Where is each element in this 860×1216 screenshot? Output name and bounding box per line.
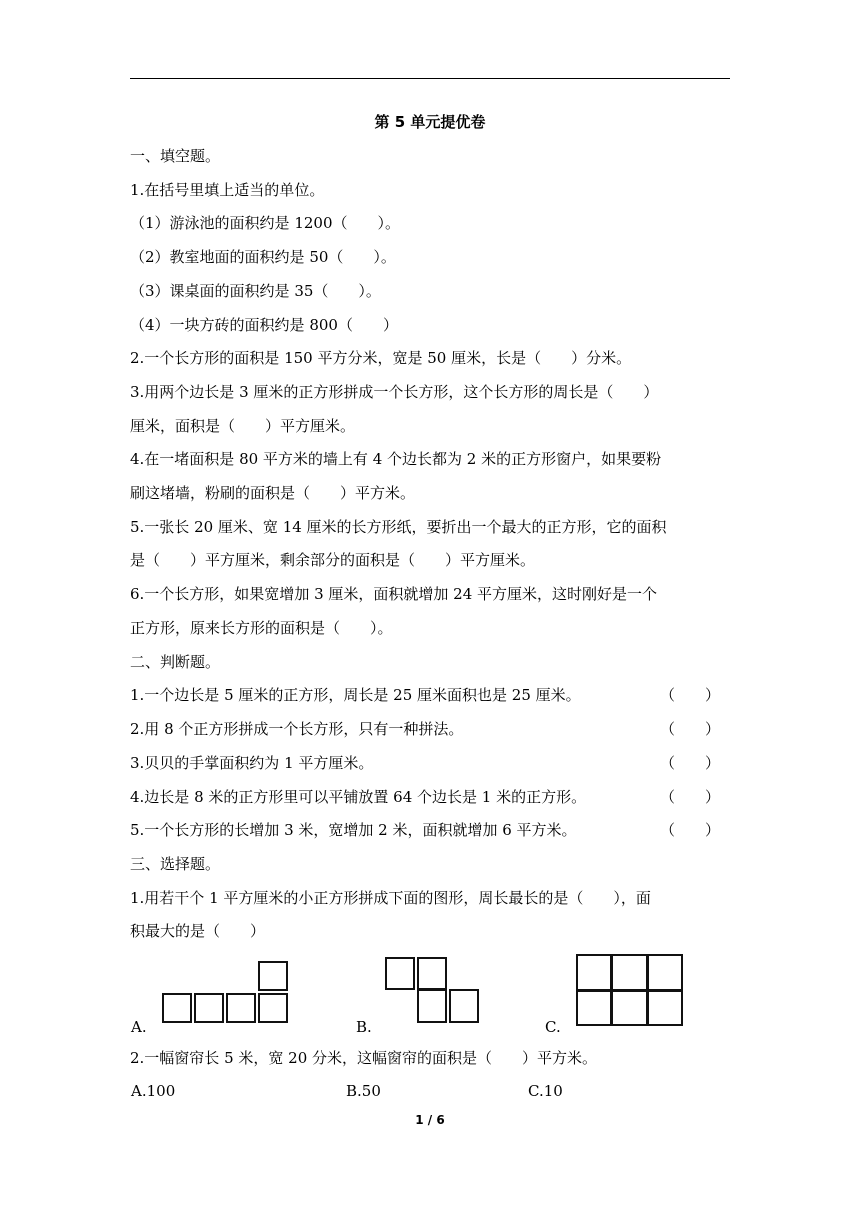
figure-b-cell [417,989,447,1023]
judge-answer-paren-1: （ ） [659,686,720,704]
figure-a-cell [258,961,288,991]
question-1-5-line-1: 5.一张长 20 厘米、宽 14 厘米的长方形纸，要折出一个最大的正方形，它的面积 [130,518,667,536]
question-1-6-line-1: 6.一个长方形，如果宽增加 3 厘米，面积就增加 24 平方厘米，这时刚好是一个 [130,585,658,603]
figure-b-cell [385,957,415,990]
judge-answer-paren-2: （ ） [659,720,720,738]
judge-item-1: 1.一个边长是 5 厘米的正方形，周长是 25 厘米面积也是 25 厘米。 [130,686,581,704]
question-1-2: 2.一个长方形的面积是 150 平方分米，宽是 50 厘米，长是（ ）分米。 [130,349,632,367]
question-1-3-line-2: 厘米，面积是（ ）平方厘米。 [130,417,356,435]
figure-a-cell [226,993,256,1023]
choice-question-1-line-1: 1.用若干个 1 平方厘米的小正方形拼成下面的图形，周长最长的是（ ），面 [130,889,651,907]
judge-item-5: 5.一个长方形的长增加 3 米，宽增加 2 米，面积就增加 6 平方米。 [130,821,577,839]
section-heading-multiple-choice: 三、选择题。 [130,855,221,873]
choice-question-2: 2.一幅窗帘长 5 米，宽 20 分米，这幅窗帘的面积是（ ）平方米。 [130,1049,598,1067]
section-heading-fill-in: 一、填空题。 [130,147,221,165]
question-1-6-line-2: 正方形，原来长方形的面积是（ ）。 [130,619,393,637]
figure-b-label: B. [356,1018,372,1036]
question-1-1: 1.在括号里填上适当的单位。 [130,181,325,199]
figure-a-cell [258,993,288,1023]
figure-c-cell [611,954,648,991]
judge-answer-paren-4: （ ） [659,788,720,806]
figure-a-label: A. [131,1018,147,1036]
question-1-1-item-3: （3）课桌面的面积约是 35（ ）。 [130,282,381,300]
judge-answer-paren-3: （ ） [659,754,720,772]
figure-c-cell [576,954,612,991]
figure-a-cell [194,993,224,1023]
judge-item-4: 4.边长是 8 米的正方形里可以平铺放置 64 个边长是 1 米的正方形。 [130,788,587,806]
figure-a-cell [162,993,192,1023]
question-1-1-item-1: （1）游泳池的面积约是 1200（ ）。 [130,214,400,232]
figure-b-squares [385,957,481,1023]
page-number: 1 / 6 [415,1113,445,1127]
page-title: 第 5 单元提优卷 [374,113,486,131]
figure-b-cell [417,957,447,990]
question-1-5-line-2: 是（ ）平方厘米，剩余部分的面积是（ ）平方厘米。 [130,551,536,569]
choice-question-1-line-2: 积最大的是（ ） [130,922,266,940]
figure-c-cell [647,990,683,1026]
figure-c-cell [647,954,683,991]
judge-item-3: 3.贝贝的手掌面积约为 1 平方厘米。 [130,754,374,772]
question-1-4-line-1: 4.在一堵面积是 80 平方米的墙上有 4 个边长都为 2 米的正方形窗户，如果要粉 [130,450,662,468]
figure-a-squares [162,961,290,1025]
choice-option-c: C.10 [528,1082,563,1100]
judge-item-2: 2.用 8 个正方形拼成一个长方形，只有一种拼法。 [130,720,464,738]
section-heading-true-false: 二、判断题。 [130,653,221,671]
question-1-1-item-2: （2）教室地面的面积约是 50（ ）。 [130,248,396,266]
figure-c-squares [576,954,683,1026]
figure-c-cell [576,990,612,1026]
question-1-1-item-4: （4）一块方砖的面积约是 800（ ） [130,316,398,334]
choice-option-a: A.100 [131,1082,176,1100]
judge-answer-paren-5: （ ） [659,821,720,839]
choice-option-b: B.50 [346,1082,381,1100]
figure-c-cell [611,990,648,1026]
figure-c-label: C. [545,1018,561,1036]
header-rule [130,78,730,79]
question-1-3-line-1: 3.用两个边长是 3 厘米的正方形拼成一个长方形，这个长方形的周长是（ ） [130,383,659,401]
question-1-4-line-2: 刷这堵墙，粉刷的面积是（ ）平方米。 [130,484,416,502]
figure-b-cell [449,989,479,1023]
